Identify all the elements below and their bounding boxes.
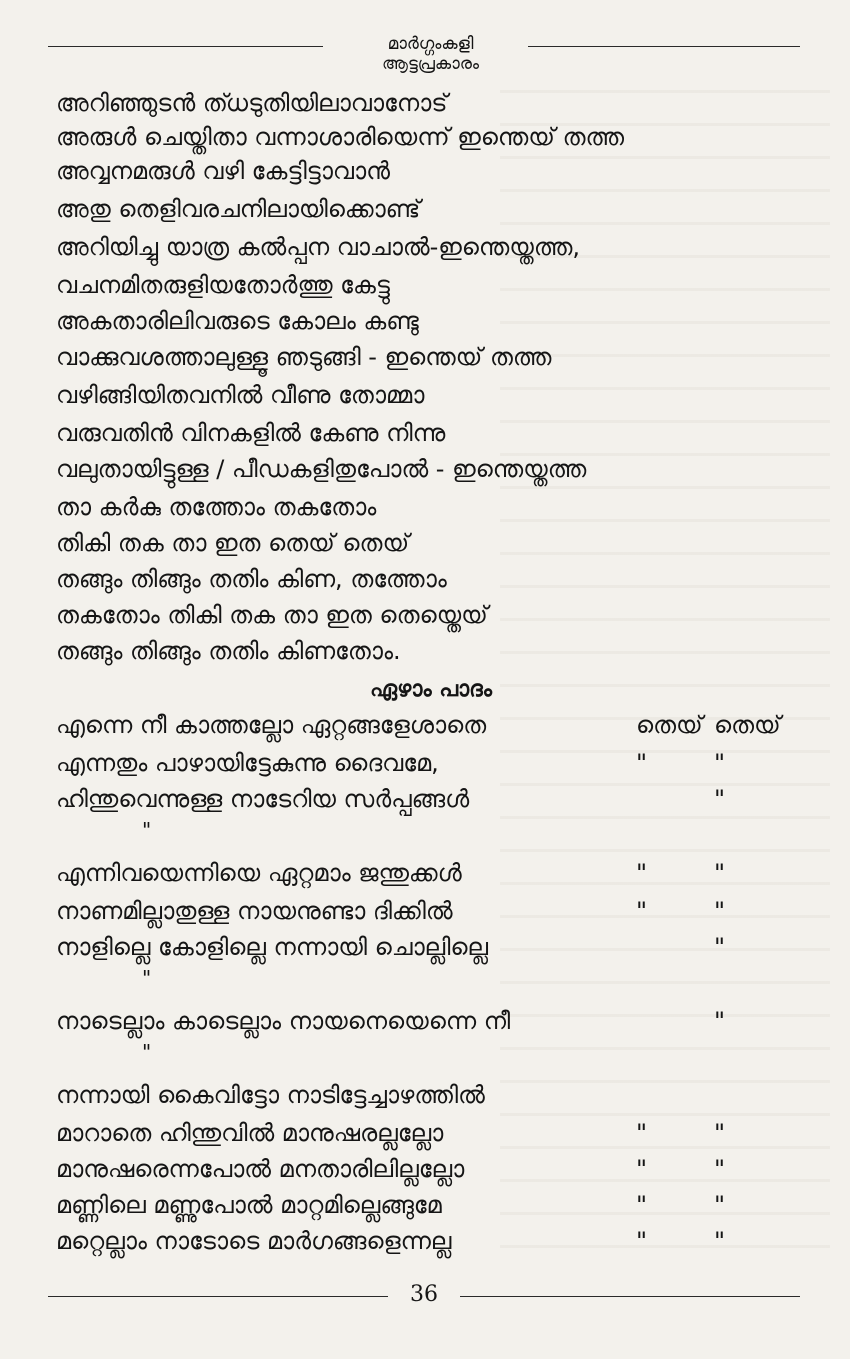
footer-rule-right bbox=[460, 1296, 800, 1297]
ditto-mark: " bbox=[142, 818, 152, 842]
ditto-mark: " bbox=[142, 1040, 152, 1064]
section-heading: ഏഴാം പാദം bbox=[370, 677, 492, 702]
header-rule-left bbox=[48, 46, 323, 47]
page-number: 36 bbox=[410, 1282, 438, 1307]
ditto-mark: " bbox=[142, 966, 152, 990]
header-title: മാർഗ്ഗംകളി ആട്ടപ്രകാരം bbox=[381, 34, 480, 74]
running-header bbox=[48, 30, 800, 74]
header-rule-right bbox=[528, 46, 800, 47]
page-footer bbox=[48, 1282, 800, 1312]
book-page: മാർഗ്ഗംകളി ആട്ടപ്രകാരം അറിഞ്ഞുടൻ ത്ധടുതിയിലാവാനോട് അരുൾ ചെയ്തിതാ വന്നാശാരിയെന്ന് ഇന്തെയ് തത്ത അവ്വനമരുൾ വഴി കേട്ടിട്ടാവാൻ അതു തെളിവരചനിലായിക്കൊണ്ട് അറിയിച്ചു യാത്ര കൽപ്പന വാചാൽ-ഇന്തെയ്തത്ത, വചനമിതരുളിയതോർത്തു കേട്ടു അകതാരിലിവരുടെ കോലം കണ്ടു വാക്കുവശത്താലുള്ളൂ ഞടുങ്ങി - ഇന്തെയ് തത്ത വഴിങ്ങിയിതവനിൽ വീണു തോമ്മാ വരുവതിൻ വിനകളിൽ കേണു നിന്നു വലുതായിട്ടുള്ള / പീഡകളിതുപോൽ - ഇന്തെയ്തത്ത താ കർകു തത്തോം തകതോം തികി തക താ ഇത തെയ് തെയ് തങ്ങും തിങ്ങും തതിം കിണ, തത്തോം തകതോം തികി തക താ ഇത തെയ്തെയ് തങ്ങും തിങ്ങും തതിം കിണതോം. ഏഴാം പാദം എന്നെ നീ കാത്തല്ലോ ഏറ്റങ്ങളേശാതെ തെയ് തെയ് എന്നതും പാഴായിട്ടേകുന്നു ദൈവമേ, " " ഹിന്തുവെന്നുള്ള നാടേറിയ സർപ്പങ്ങൾ " " എന്നിവയെന്നിയെ ഏറ്റമാം ജന്തുക്കൾ " " നാണമില്ലാതുള്ള നായനുണ്ടാ ദിക്കിൽ " " നാളില്ലെ കോളില്ലെ നന്നായി ചൊല്ലില്ലെ " " നാടെല്ലാം കാടെല്ലാം നായനെയെന്നെ നീ " " നന്നായി കൈവിട്ടോ നാടിട്ടേച്ചാഴത്തിൽ മാറാതെ ഹിന്തുവിൽ മാനുഷരല്ലല്ലോ " " മാനുഷരെന്നപോൽ മനതാരിലില്ലല്ലോ " " മണ്ണിലെ മണ്ണുപോൽ മാറ്റമില്ലെങ്ങുമേ " " മറ്റെല്ലാം നാടോടെ മാർഗങ്ങളെന്നല്ല " " 36 bbox=[0, 0, 850, 1359]
footer-rule-left bbox=[48, 1296, 388, 1297]
